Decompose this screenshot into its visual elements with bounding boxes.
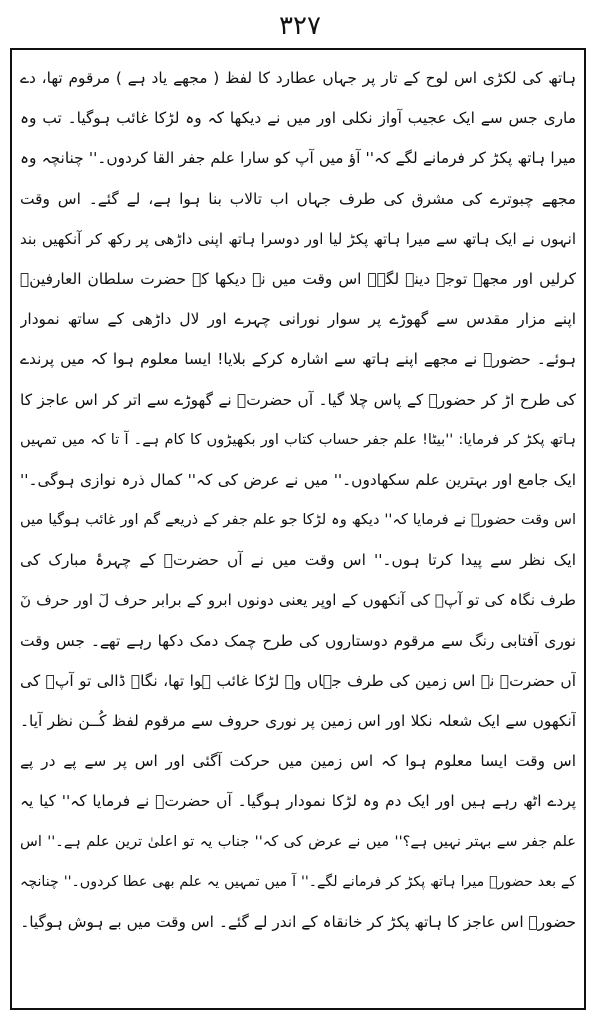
text-line: ماری جس سے ایک عجیب آواز نکلی اور میں نے دیکھا کہ وہ لڑکا غائب ہوگیا۔ تب وہ (20, 109, 576, 128)
text-line: کرلیں اور مجھے توجہ دینے لگے۔ اس وقت میں نے دیکھا کہ حضرت سلطان العارفینؒ (20, 269, 576, 288)
text-line: ایک نظر سے پیدا کرتا ہوں۔'' اس وقت میں نے آں حضرتؒ کے چہرۂ مبارک کی (20, 551, 576, 570)
text-line: ہاتھ پکڑ کر فرمایا: ''بیٹا! علم جفر حساب کتاب اور بکھیڑوں کا کام ہے۔ آ تا کہ میں تمہیں (20, 430, 576, 448)
text-line: اپنے مزار مقدس سے گھوڑے پر سوار نورانی چہرے اور لال داڑھی کے ساتھ نمودار (20, 310, 576, 329)
text-line: میرا ہاتھ پکڑ کر فرمانے لگے کہ'' آؤ میں آپ کو سارا علم جفر القا کردوں۔'' چنانچہ وہ (20, 149, 576, 168)
text-line: نوری آفتابی رنگ سے مرقوم دوستاروں کی طرح چمک دمک دکھا رہے تھے۔ جس وقت (20, 631, 576, 650)
text-line: طرف نگاہ کی تو آپؒ کی آنکھوں کے اوپر یعنی دونوں ابرو کے برابر حرف لٓ اور حرف نٓ (20, 591, 576, 610)
text-line: آں حضرتؒ نے اس زمین کی طرف جہاں وہ لڑکا غائب ہوا تھا، نگاہ ڈالی تو آپؒ کی (20, 671, 576, 690)
text-line: ہوئے۔ حضورؒ نے مجھے اپنے ہاتھ سے اشارہ کرکے بلایا! ایسا معلوم ہوا کہ میں پرندے (20, 350, 576, 369)
text-frame (10, 48, 586, 1010)
text-line: علم جفر سے بہتر نہیں ہے؟'' میں نے عرض کی کہ'' جناب یہ تو اعلیٰ ترین علم ہے۔'' اس (20, 832, 576, 850)
text-body (20, 58, 576, 942)
text-line: آنکھوں سے ایک شعلہ نکلا اور اس زمین پر نوری حروف سے مرقوم لفظ کُــن نظر آیا۔ (20, 712, 576, 730)
text-line: اس وقت حضورؒ نے فرمایا کہ'' دیکھ وہ لڑکا جو علم جفر کے ذریعے گم اور غائب ہوگیا میں (20, 511, 576, 529)
text-line: انہوں نے ایک ہاتھ سے میرا ہاتھ پکڑ لیا اور دوسرا ہاتھ اپنی داڑھی پر رکھ کر آنکھیں بند (20, 229, 576, 248)
page-number: ۳۲۷ (279, 11, 321, 41)
text-line: ہاتھ کی لکڑی اس لوح کے تار پر جہاں عطارد کا لفظ ( مجھے یاد ہے ) مرقوم تھا، دے (20, 69, 576, 87)
text-line: کے بعد حضورؒ میرا ہاتھ پکڑ کر فرمانے لگے۔'' آ میں تمہیں یہ علم بھی عطا کردوں۔'' چنانچہ (20, 873, 576, 890)
text-line: مجھے چبوترے کی مشرق کی طرف جہاں اب تالاب بنا ہوا ہے، لے گئے۔ اس وقت (20, 189, 576, 208)
text-line: حضورؒ اس عاجز کا ہاتھ پکڑ کر خانقاہ کے اندر لے گئے۔ اس وقت میں بے ہوش ہوگیا۔ (20, 912, 576, 931)
text-line: ایک جامع اور بہترین علم سکھادوں۔'' میں نے عرض کی کہ'' کمال ذرہ نوازی ہوگی۔'' (20, 470, 576, 489)
text-line: اس وقت ایسا معلوم ہوا کہ اس زمین میں حرکت آگئی اور اس پر سے پے در پے (20, 752, 576, 771)
text-line: پردے اٹھ رہے ہیں اور ایک دم وہ لڑکا نمودار ہوگیا۔ آں حضرتؒ نے فرمایا کہ'' کیا یہ (20, 792, 576, 811)
text-line: کی طرح اڑ کر حضورؒ کے پاس چلا گیا۔ آں حضرتؒ نے گھوڑے سے اتر کر اس عاجز کا (20, 390, 576, 409)
